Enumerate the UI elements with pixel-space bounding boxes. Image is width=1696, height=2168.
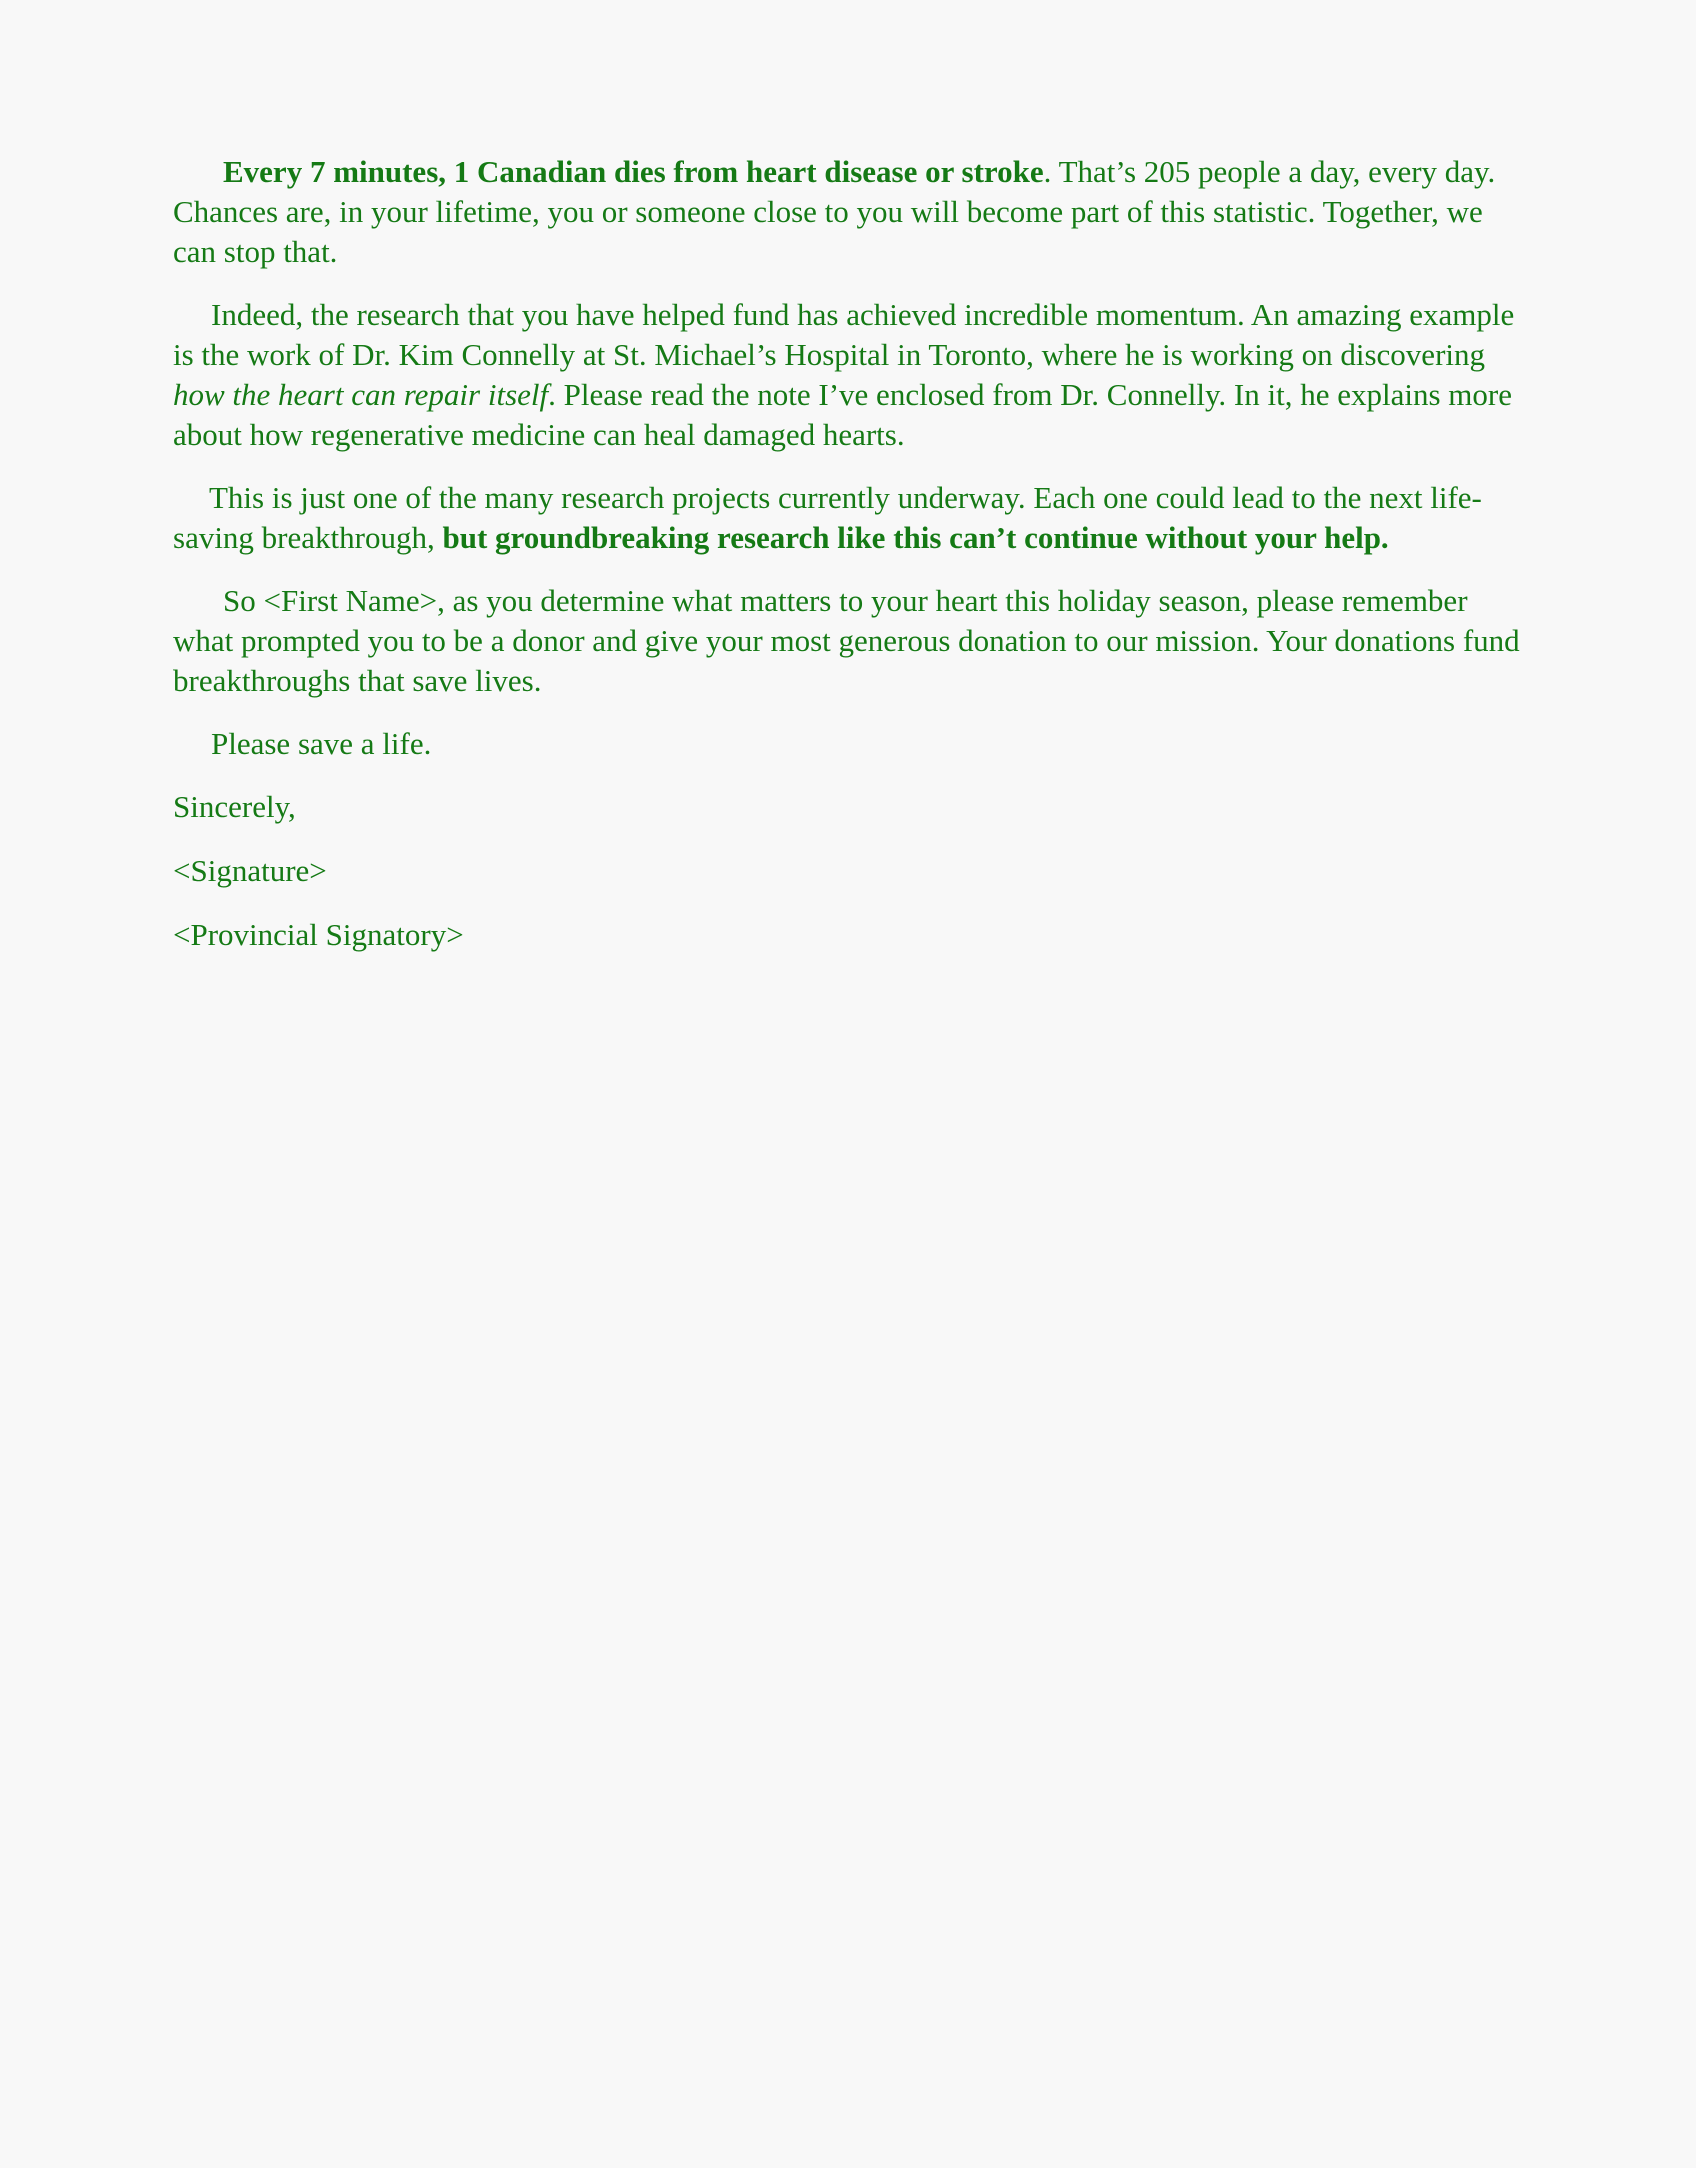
statistic-headline: Every 7 minutes, 1 Canadian dies from heart disease or stroke: [223, 154, 1044, 189]
signature-placeholder: <Signature>: [173, 853, 327, 888]
letter-body: [173, 152, 1523, 979]
research-text-end: . Please read the note I’ve enclosed from Dr. Connelly. In it, he explains more about how regenerative medicine can heal damaged hearts.: [173, 377, 1512, 452]
request-text: So <First Name>, as you determine what matters to your heart this holiday season, please remember what prompted you to be a donor and give your most generous donation to our mission. Your donations fund breakthroughs that save lives.: [173, 583, 1520, 698]
paragraph-statistic: [173, 152, 1523, 272]
paragraph-research: [173, 295, 1523, 455]
research-emphasis: how the heart can repair itself: [173, 377, 549, 412]
projects-text: This is just one of the many research projects currently underway. Each one could lead to the next life-saving breakthrough,: [173, 480, 1482, 555]
projects-appeal: but groundbreaking research like this can’t continue without your help.: [442, 520, 1389, 555]
save-life-text: Please save a life.: [211, 726, 432, 761]
statistic-text: . That’s 205 people a day, every day. Chances are, in your lifetime, you or someone close to you will become part of this statistic. Together, we can stop that.: [173, 154, 1496, 269]
signatory-placeholder: <Provincial Signatory>: [173, 917, 464, 952]
paragraph-projects: [173, 478, 1523, 558]
closing: Sincerely,: [173, 789, 296, 824]
research-text-start: Indeed, the research that you have helped fund has achieved incredible momentum. An amazing example is the work of Dr. Kim Connelly at St. Michael’s Hospital in Toronto, where he is working on discovering: [173, 297, 1515, 372]
paragraph-request: [173, 581, 1523, 701]
paragraph-save-life: [173, 724, 1523, 764]
